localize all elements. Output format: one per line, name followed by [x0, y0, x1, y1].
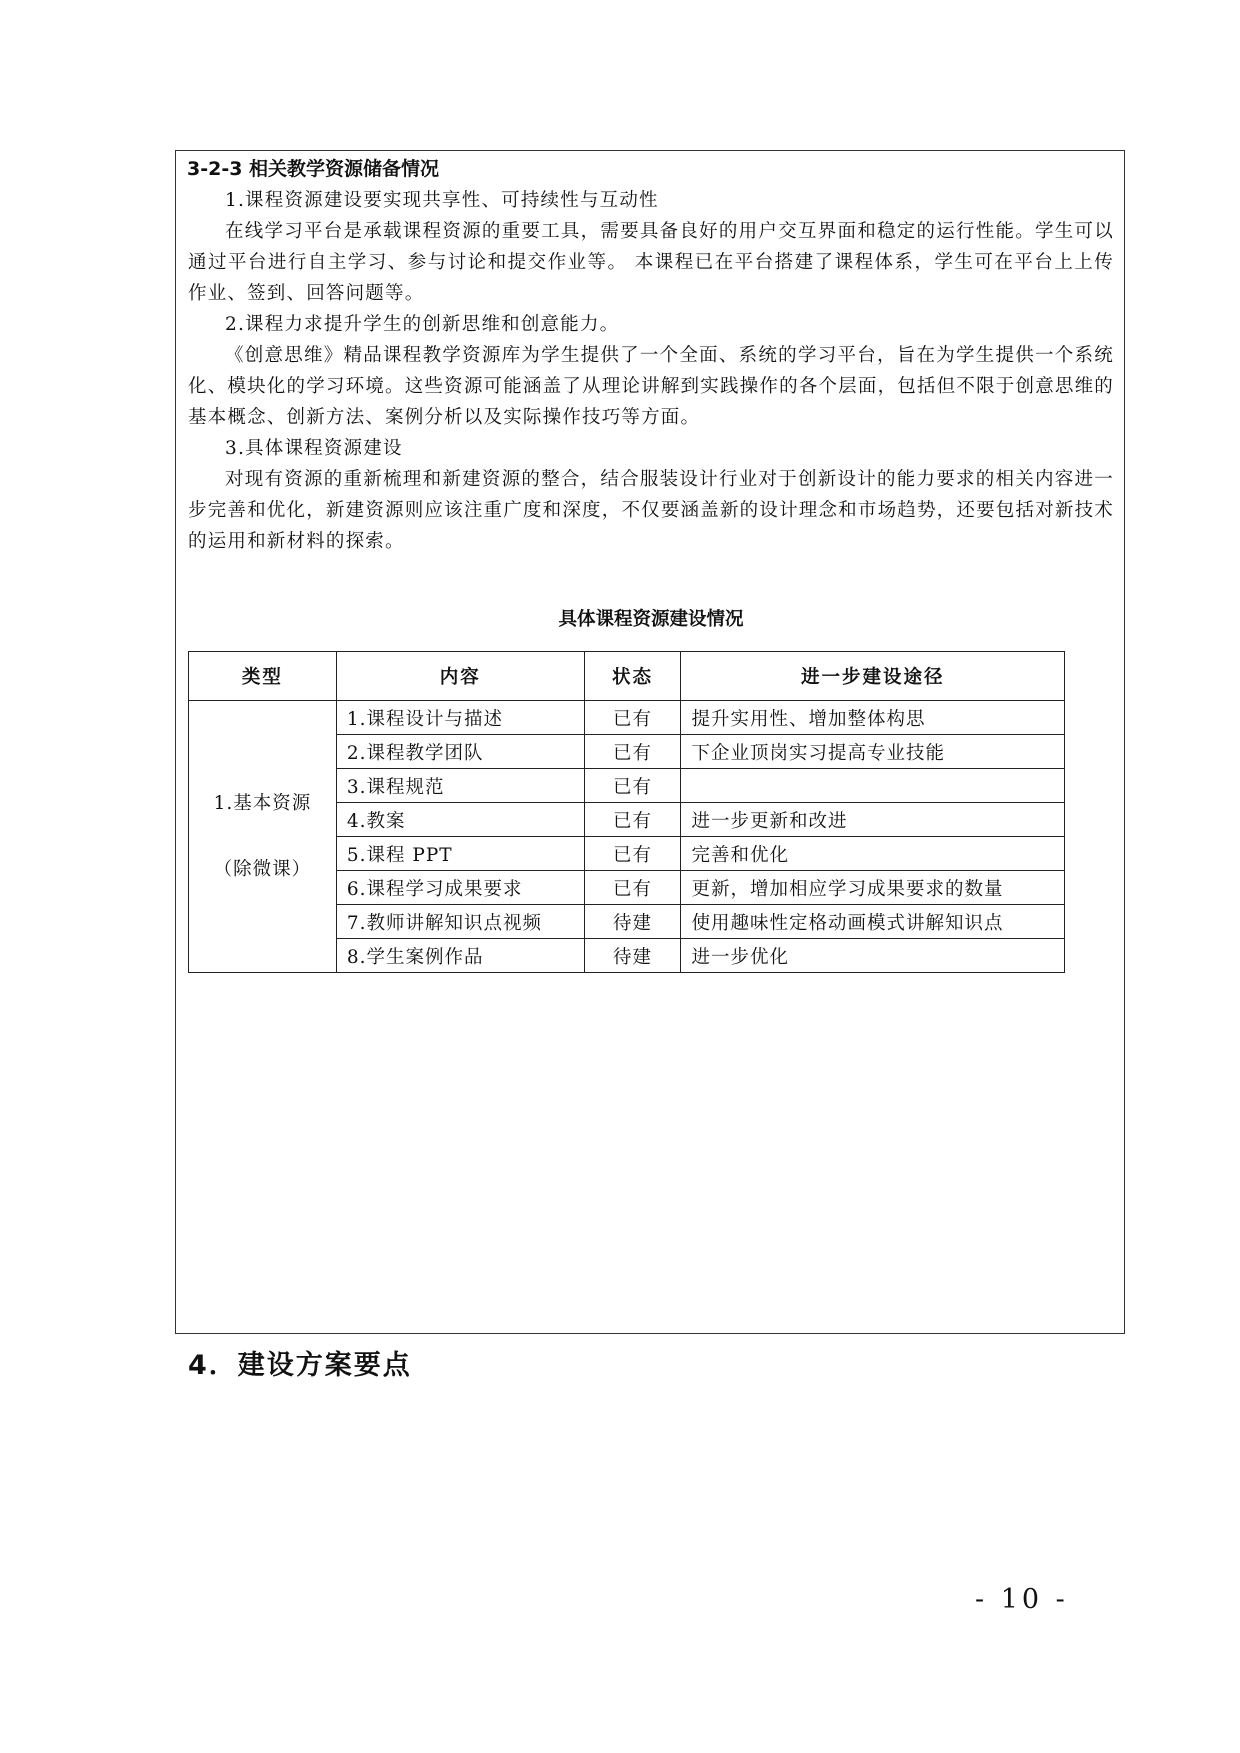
path-cell: 使用趣味性定格动画模式讲解知识点 — [681, 905, 1065, 939]
path-cell: 提升实用性、增加整体构思 — [681, 701, 1065, 735]
path-cell: 更新，增加相应学习成果要求的数量 — [681, 871, 1065, 905]
paragraph: 在线学习平台是承载课程资源的重要工具，需要具备良好的用户交互界面和稳定的运行性能。学生可以通过平台进行自主学习、参与讨论和提交作业等。 本课程已在平台搭建了课程体系，学生可在平台上上传作业、签到、回答问题等。 — [188, 221, 1114, 304]
content-cell: 6.课程学习成果要求 — [336, 871, 584, 905]
path-cell: 进一步更新和改进 — [681, 803, 1065, 837]
resource-table — [188, 651, 1065, 973]
body-text — [188, 185, 1114, 557]
status-cell: 已有 — [584, 701, 681, 735]
status-cell: 已有 — [584, 769, 681, 803]
table-header-row — [189, 652, 1065, 701]
paragraph: 3.具体课程资源建设 — [225, 438, 403, 459]
status-cell: 已有 — [584, 803, 681, 837]
section-heading: 3-2-3 相关教学资源储备情况 — [187, 158, 440, 180]
content-frame — [175, 150, 1125, 1334]
content-cell: 5.课程 PPT — [336, 837, 584, 871]
header-content: 内容 — [336, 652, 584, 701]
status-cell: 待建 — [584, 905, 681, 939]
path-cell: 下企业顶岗实习提高专业技能 — [681, 735, 1065, 769]
paragraph: 《创意思维》精品课程教学资源库为学生提供了一个全面、系统的学习平台，旨在为学生提供一个系统化、模块化的学习环境。这些资源可能涵盖了从理论讲解到实践操作的各个层面，包括但不限于创意思维的基本概念、创新方法、案例分析以及实际操作技巧等方面。 — [188, 345, 1114, 428]
path-cell: 完善和优化 — [681, 837, 1065, 871]
table-title: 具体课程资源建设情况 — [558, 609, 744, 630]
header-type: 类型 — [189, 652, 337, 701]
paragraph: 对现有资源的重新梳理和新建资源的整合，结合服装设计行业对于创新设计的能力要求的相关内容进一步完善和优化，新建资源则应该注重广度和深度，不仅要涵盖新的设计理念和市场趋势，还要包括对新技术的运用和新材料的探索。 — [188, 469, 1114, 552]
status-cell: 已有 — [584, 837, 681, 871]
status-cell: 待建 — [584, 939, 681, 973]
category-line: （除微课） — [213, 858, 312, 880]
status-cell: 已有 — [584, 871, 681, 905]
page-number: - 10 - — [975, 1584, 1069, 1615]
path-cell — [681, 769, 1065, 803]
table-row — [189, 701, 1065, 735]
content-cell: 2.课程教学团队 — [336, 735, 584, 769]
content-cell: 8.学生案例作品 — [336, 939, 584, 973]
paragraph: 2.课程力求提升学生的创新思维和创意能力。 — [225, 314, 620, 335]
header-status: 状态 — [584, 652, 681, 701]
header-path: 进一步建设途径 — [681, 652, 1065, 701]
paragraph: 1.课程资源建设要实现共享性、可持续性与互动性 — [225, 190, 659, 211]
category-cell — [189, 701, 337, 973]
next-section-heading: 4．建设方案要点 — [188, 1350, 412, 1381]
content-cell: 7.教师讲解知识点视频 — [336, 905, 584, 939]
content-cell: 3.课程规范 — [336, 769, 584, 803]
content-cell: 4.教案 — [336, 803, 584, 837]
status-cell: 已有 — [584, 735, 681, 769]
content-cell: 1.课程设计与描述 — [336, 701, 584, 735]
path-cell: 进一步优化 — [681, 939, 1065, 973]
category-line: 1.基本资源 — [213, 792, 312, 814]
